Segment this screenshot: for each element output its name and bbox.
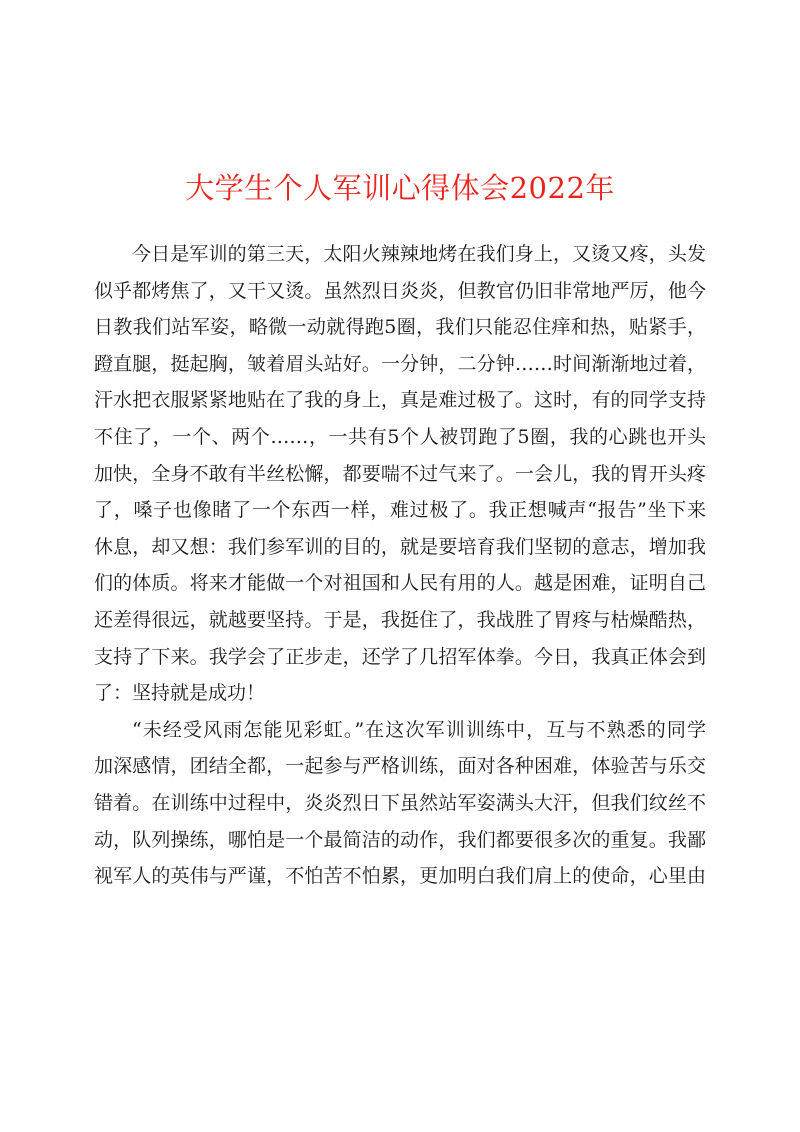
- paragraph-line: 汗水把衣服紧紧地贴在了我的身上，真是难过极了。这时，有的同学支持: [94, 389, 706, 412]
- paragraph-line: 错着。在训练中过程中，炎炎烈日下虽然站军姿满头大汗，但我们纹丝不: [94, 791, 706, 814]
- paragraph-line: 了：坚持就是成功！: [94, 682, 266, 705]
- paragraph-line: 动，队列操练，哪怕是一个最简洁的动作，我们都要很多次的重复。我鄙: [94, 828, 706, 851]
- paragraph-line: 支持了下来。我学会了正步走，还学了几招军体拳。今日，我真正体会到: [94, 645, 706, 668]
- paragraph-line: 不住了，一个、两个……，一共有5个人被罚跑了5圈，我的心跳也开头: [94, 425, 706, 448]
- paragraph-line: 日教我们站军姿，略微一动就得跑5圈，我们只能忍住痒和热，贴紧手，: [94, 316, 706, 339]
- paragraph-line: “未经受风雨怎能见彩虹。”在这次军训训练中，互与不熟悉的同学: [132, 718, 706, 741]
- paragraph-line: 今日是军训的第三天，太阳火辣辣地烤在我们身上，又烫又疼，头发: [132, 243, 706, 265]
- paragraph-line: 休息，却又想：我们参军训的目的，就是要培育我们坚韧的意志，增加我: [94, 535, 706, 558]
- paragraph-2: [94, 712, 706, 895]
- paragraph-line: 视军人的英伟与严谨，不怕苦不怕累，更加明白我们肩上的使命，心里由: [94, 865, 706, 888]
- paragraph-line: 蹬直腿，挺起胸，皱着眉头站好。一分钟，二分钟……时间渐渐地过着，: [94, 352, 706, 375]
- document-title: 大学生个人军训心得体会2022年: [185, 171, 615, 205]
- paragraph-line: 加快，全身不敢有半丝松懈，都要喘不过气来了。一会儿，我的胃开头疼: [94, 462, 706, 485]
- paragraph-line: 似乎都烤焦了，又干又烫。虽然烈日炎炎，但教官仍旧非常地严厉，他今: [94, 279, 706, 302]
- paragraph-line: 加深感情，团结全都，一起参与严格训练，面对各种困难，体验苦与乐交: [94, 755, 706, 778]
- paragraph-line: 了，嗓子也像睹了一个东西一样，难过极了。我正想喊声“报告”坐下来: [94, 499, 706, 522]
- document-body: [94, 236, 706, 895]
- paragraph-line: 们的体质。将来才能做一个对祖国和人民有用的人。越是困难，证明自己: [94, 572, 706, 595]
- paragraph-line: 还差得很远，就越要坚持。于是，我挺住了，我战胜了胃疼与枯燥酷热，: [94, 608, 706, 631]
- paragraph-1: [94, 236, 706, 712]
